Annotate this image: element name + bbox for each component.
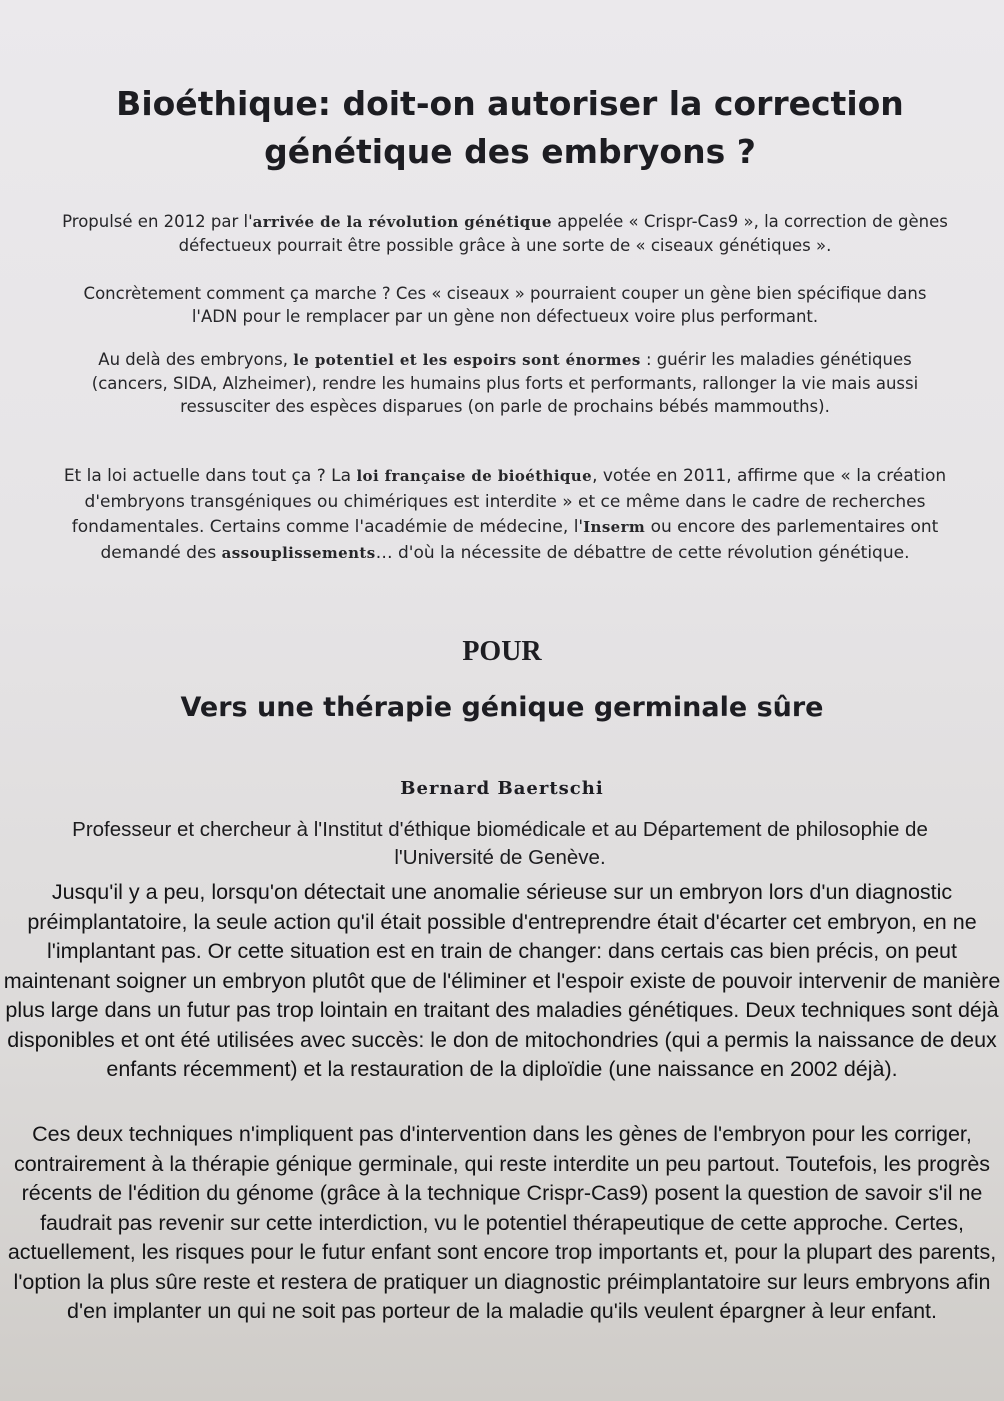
- intro-p1-text-before: Propulsé en 2012 par l': [62, 212, 253, 231]
- intro-p4-bold-3: assouplissements: [221, 543, 376, 562]
- document-title: Bioéthique: doit-on autoriser la correction génétique des embryons ?: [116, 84, 904, 171]
- intro-paragraph-2: Concrètement comment ça marche ? Ces « ciseaux » pourraient couper un gène bien spécifique dans l'ADN pour le remplacer par un gène non défectueux voire plus performant.: [83, 284, 927, 326]
- intro-paragraph-1: [60, 210, 950, 257]
- intro-p4-bold-1: loi française de bioéthique: [356, 467, 593, 485]
- intro-p1-text-after: appelée « Crispr-Cas9 », la correction de gènes défectueux pourrait être possible grâce à une sorte de « ciseaux génétiques ».: [178, 212, 948, 255]
- intro-p4-part-2: , votée en 2011, affirme que « la création d'embryons transgéniques ou chimériques est interdite » et ce même dans le cadre de recherches fondamentales. Certains comme l'académie de médecine, l': [71, 466, 947, 537]
- intro-p4-part-3: ou encore des parlementaires ont demandé des: [100, 517, 939, 563]
- section-subtitle: Vers une thérapie génique germinale sûre: [180, 692, 824, 723]
- intro-p1-bold: arrivée de la révolution génétique: [252, 213, 552, 231]
- intro-paragraph-4: [60, 464, 950, 566]
- intro-p4-part-1: Et la loi actuelle dans tout ça ? La: [63, 466, 357, 486]
- intro-paragraph-3: [60, 348, 950, 418]
- intro-p3-text-after: : guérir les maladies génétiques (cancers, SIDA, Alzheimer), rendre les humains plus forts et performants, rallonger la vie mais aussi ressusciter des espèces disparues (on parle de prochains bébés mammouths).: [91, 350, 919, 416]
- author-name: Bernard Baertschi: [400, 778, 604, 799]
- section-label: POUR: [462, 636, 542, 667]
- body-paragraph-2: Ces deux techniques n'impliquent pas d'intervention dans les gènes de l'embryon pour les corriger, contrairement à la thérapie génique germinale, qui reste interdite un peu partout. Toutefois, les progrès récents de l'édition du génome (grâce à la technique Crispr-Cas9) posent la question de savoir s'il ne faudrait pas revenir sur cette interdiction, vu le potentiel thérapeutique de cette approche. Certes, actuellement, les risques pour le futur enfant sont encore trop importants et, pour la plupart des parents, l'option la plus sûre reste et restera de pratiquer un diagnostic préimplantatoire sur leurs embryons afin d'en implanter un qui ne soit pas porteur de la maladie qu'ils veulent épargner à leur enfant.: [7, 1122, 997, 1323]
- author-affiliation: Professeur et chercheur à l'Institut d'éthique biomédicale et au Département de philosophie de l'Université de Genève.: [72, 818, 928, 869]
- intro-p3-bold: le potentiel et les espoirs sont énormes: [293, 351, 641, 369]
- intro-p4-part-4: … d'où la nécessite de débattre de cette révolution génétique.: [375, 542, 910, 563]
- intro-p3-text-before: Au delà des embryons,: [98, 350, 294, 369]
- intro-p4-bold-2: Inserm: [583, 518, 646, 536]
- body-paragraph-1: Jusqu'il y a peu, lorsqu'on détectait une anomalie sérieuse sur un embryon lors d'un diagnostic préimplantatoire, la seule action qu'il était possible d'entreprendre était d'écarter cet embryon, en ne l'implantant pas. Or cette situation est en train de changer: dans certais cas bien précis, on peut maintenant soigner un embryon plutôt que de l'éliminer et l'espoir existe de pouvoir intervenir de manière plus large dans un futur pas trop lointain en traitant des maladies génétiques. Deux techniques sont déjà disponibles et ont été utilisées avec succès: le don de mitochondries (qui a permis la naissance de deux enfants récemment) et la restauration de la diploïdie (une naissance en 2002 déjà).: [3, 880, 1001, 1081]
